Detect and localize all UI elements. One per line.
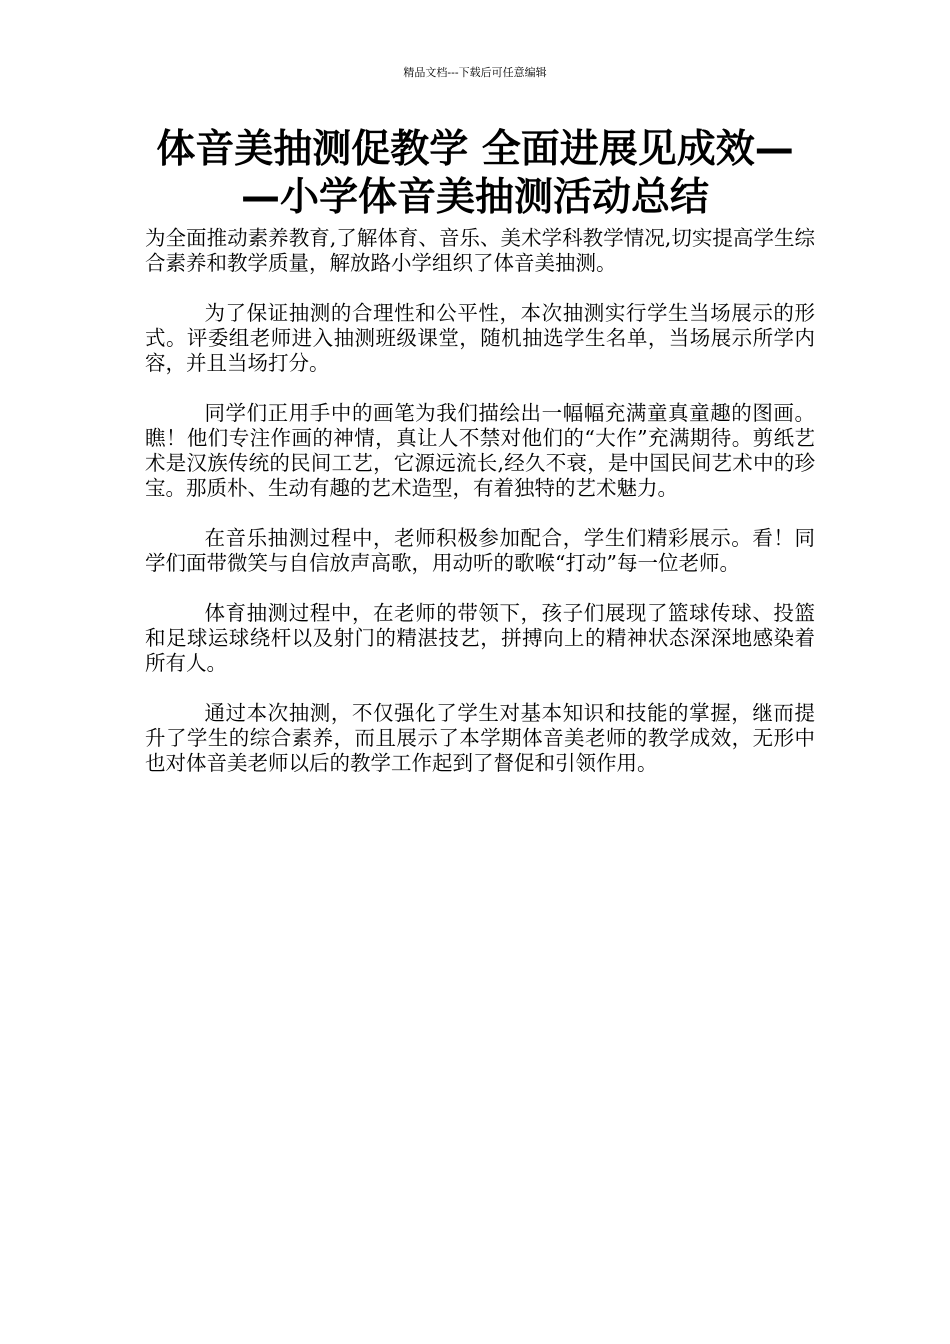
paragraph-music: 在音乐抽测过程中，老师积极参加配合，学生们精彩展示。看！同学们面带微笑与自信放声高歌，用动听的歌喉“打动”每一位老师。 bbox=[145, 526, 815, 575]
title-line-1: 体音美抽测促教学 全面进展见成效— bbox=[156, 127, 794, 172]
header-note: 精品文档---下载后可任意编辑 bbox=[403, 66, 547, 79]
paragraph-conclusion: 通过本次抽测，不仅强化了学生对基本知识和技能的掌握，继而提升了学生的综合素养，而且展示了本学期体音美老师的教学成效，无形中也对体音美老师以后的教学工作起到了督促和引领作用。 bbox=[145, 701, 815, 775]
paragraph-intro: 为全面推动素养教育,了解体育、音乐、美术学科教学情况,切实提高学生综合素养和教学质量，解放路小学组织了体音美抽测。 bbox=[145, 226, 815, 275]
paragraph-art: 同学们正用手中的画笔为我们描绘出一幅幅充满童真童趣的图画。瞧！他们专注作画的神情，真让人不禁对他们的“大作”充满期待。剪纸艺术是汉族传统的民间工艺，它源远流长,经久不衰，是中国民间艺术中的珍宝。那质朴、生动有趣的艺术造型，有着独特的艺术魅力。 bbox=[145, 401, 815, 500]
paragraph-sports: 体育抽测过程中，在老师的带领下，孩子们展现了篮球传球、投篮和足球运球绕杆以及射门的精湛技艺，拼搏向上的精神状态深深地感染着所有人。 bbox=[145, 601, 815, 675]
document-title bbox=[110, 126, 840, 222]
paragraph-format: 为了保证抽测的合理性和公平性，本次抽测实行学生当场展示的形式。评委组老师进入抽测班级课堂，随机抽选学生名单，当场展示所学内容，并且当场打分。 bbox=[145, 301, 815, 375]
title-line-2: —小学体音美抽测活动总结 bbox=[240, 175, 709, 220]
document-body bbox=[145, 226, 815, 801]
